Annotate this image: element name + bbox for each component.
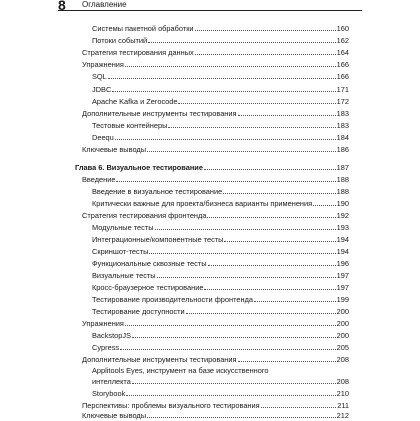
dot-leader bbox=[132, 376, 336, 384]
dot-leader bbox=[178, 96, 335, 104]
toc-entry-label-line1: Applitools Eyes, инструмент на базе искусственного bbox=[92, 366, 269, 375]
toc-entry-label: Модульные тесты bbox=[92, 223, 154, 232]
toc-entry-page: 164 bbox=[336, 48, 349, 57]
toc-entry-label: Введение в визуальное тестирование bbox=[92, 187, 223, 196]
toc-entry-label: Кросс-браузерное тестирование bbox=[92, 283, 204, 292]
toc-entry-page: 210 bbox=[336, 389, 349, 398]
toc-entry-page: 184 bbox=[336, 133, 349, 142]
dot-leader bbox=[204, 282, 335, 290]
toc-entry[interactable] bbox=[92, 84, 349, 95]
toc-entry[interactable] bbox=[92, 186, 349, 197]
toc-entry-label: Системы пакетной обработки bbox=[92, 24, 194, 33]
toc-entry-label: SQL bbox=[92, 72, 107, 81]
toc-entry-page: 196 bbox=[336, 259, 349, 268]
toc-entry-label: Функциональные сквозные тесты bbox=[92, 259, 207, 268]
dot-leader bbox=[149, 246, 335, 254]
toc-entry[interactable] bbox=[92, 120, 349, 131]
toc-entry-label: Дополнительные инструменты тестирования bbox=[82, 109, 237, 118]
toc-entry[interactable] bbox=[92, 270, 349, 281]
toc-entry-label: Тестовые контейнеры bbox=[92, 121, 168, 130]
toc-entry[interactable] bbox=[92, 258, 349, 269]
toc-entry-page: 208 bbox=[336, 377, 349, 386]
toc-entry-page: 190 bbox=[336, 199, 349, 208]
dot-leader bbox=[147, 410, 336, 418]
toc-entry[interactable] bbox=[82, 108, 349, 119]
toc-entry-page: 183 bbox=[336, 109, 349, 118]
toc-entry[interactable] bbox=[92, 96, 349, 107]
toc-entry-label: Ключевые выводы bbox=[82, 145, 147, 154]
toc-entry-label: Тестирование производительности фронтенда bbox=[92, 295, 254, 304]
dot-leader bbox=[112, 84, 335, 92]
toc-entry-label: интеллекта bbox=[92, 377, 131, 386]
toc-entry-label: Упражнения bbox=[82, 319, 124, 328]
dot-leader bbox=[261, 400, 337, 408]
toc-entry-page: 186 bbox=[336, 145, 349, 154]
toc-entry[interactable] bbox=[92, 132, 349, 143]
dot-leader bbox=[147, 144, 336, 152]
dot-leader bbox=[204, 162, 336, 170]
toc-entry-page: 194 bbox=[336, 247, 349, 256]
page-number: 8 bbox=[58, 0, 66, 13]
dot-leader bbox=[125, 59, 336, 67]
toc-entry-page: 197 bbox=[336, 271, 349, 280]
toc-entry-label: Критически важные для проекта/бизнеса варианты применения bbox=[92, 199, 313, 208]
toc-entry[interactable] bbox=[82, 410, 349, 421]
dot-leader bbox=[148, 35, 335, 43]
toc-entry[interactable] bbox=[92, 282, 349, 293]
toc-entry[interactable] bbox=[92, 23, 349, 34]
toc-entry[interactable] bbox=[92, 388, 349, 399]
dot-leader bbox=[207, 210, 335, 218]
toc-entry-label: Введение bbox=[82, 175, 116, 184]
toc-entry-page: 192 bbox=[336, 211, 349, 220]
toc-entry-label: Перспективы: проблемы визуального тестирования bbox=[82, 401, 260, 410]
toc-entry[interactable] bbox=[82, 210, 349, 221]
toc-entry-page: 187 bbox=[336, 163, 349, 172]
toc-entry-label: Storybook bbox=[92, 389, 126, 398]
toc-entry[interactable] bbox=[92, 342, 349, 353]
dot-leader bbox=[116, 174, 335, 182]
toc-entry-page: 199 bbox=[336, 295, 349, 304]
dot-leader bbox=[238, 354, 336, 362]
toc-entry-page: 200 bbox=[336, 331, 349, 340]
toc-entry-label: Скриншот-тесты bbox=[92, 247, 149, 256]
toc-entry[interactable] bbox=[92, 71, 349, 82]
toc-entry[interactable] bbox=[92, 306, 349, 317]
toc-entry-page: 211 bbox=[337, 401, 349, 410]
toc-entry[interactable] bbox=[92, 198, 349, 209]
toc-entry-label: Ключевые выводы bbox=[82, 411, 147, 420]
toc-entry[interactable] bbox=[92, 35, 349, 46]
toc-entry[interactable] bbox=[82, 144, 349, 155]
toc-entry-page: 200 bbox=[336, 319, 349, 328]
dot-leader bbox=[254, 294, 336, 302]
toc-entry-label: Cypress bbox=[92, 343, 120, 352]
toc-entry-label: Упражнения bbox=[82, 60, 124, 69]
toc-entry-page: 208 bbox=[336, 355, 349, 364]
toc-entry-page: 172 bbox=[336, 97, 349, 106]
toc-entry-label: Визуальные тесты bbox=[92, 271, 156, 280]
toc-entry-page: 162 bbox=[336, 36, 349, 45]
dot-leader bbox=[168, 120, 335, 128]
toc-entry[interactable] bbox=[92, 234, 349, 245]
toc-entry-page: 205 bbox=[336, 343, 349, 352]
dot-leader bbox=[224, 234, 335, 242]
toc-entry-page: 188 bbox=[336, 175, 349, 184]
toc-entry-label: Дополнительные инструменты тестирования bbox=[82, 355, 237, 364]
dot-leader bbox=[115, 132, 336, 140]
toc-entry-label: Потоки событий bbox=[92, 36, 148, 45]
toc-entry[interactable] bbox=[82, 318, 349, 329]
dot-leader bbox=[108, 71, 336, 79]
toc-entry-label: Тестирование доступности bbox=[92, 307, 185, 316]
dot-leader bbox=[186, 306, 336, 314]
toc-entry-page: 183 bbox=[336, 121, 349, 130]
running-title: Оглавление bbox=[82, 0, 127, 9]
toc-entry-page: 166 bbox=[336, 72, 349, 81]
toc-entry[interactable] bbox=[92, 246, 349, 257]
dot-leader bbox=[125, 318, 336, 326]
dot-leader bbox=[223, 186, 335, 194]
toc-entry-page: 166 bbox=[336, 60, 349, 69]
toc-entry-page: 160 bbox=[336, 24, 349, 33]
dot-leader bbox=[120, 342, 336, 350]
toc-entry-page: 197 bbox=[336, 283, 349, 292]
toc-entry[interactable] bbox=[82, 59, 349, 70]
toc-entry-page: 188 bbox=[336, 187, 349, 196]
dot-leader bbox=[126, 388, 335, 396]
toc-entry[interactable] bbox=[92, 222, 349, 233]
toc-entry-label: Deequ bbox=[92, 133, 114, 142]
dot-leader bbox=[195, 23, 336, 31]
toc-entry[interactable] bbox=[92, 376, 349, 387]
dot-leader bbox=[195, 47, 336, 55]
dot-leader bbox=[157, 270, 336, 278]
toc-entry-label: Интеграционные/компонентные тесты bbox=[92, 235, 224, 244]
dot-leader bbox=[313, 198, 336, 206]
toc-entry-page: 194 bbox=[336, 235, 349, 244]
toc-entry-page: 212 bbox=[336, 411, 349, 420]
toc-entry-label: Стратегия тестирования данных bbox=[82, 48, 194, 57]
toc-entry-label: BackstopJS bbox=[92, 331, 132, 340]
toc-entry[interactable] bbox=[82, 174, 349, 185]
dot-leader bbox=[155, 222, 336, 230]
toc-entry[interactable] bbox=[92, 330, 349, 341]
toc-entry-page: 193 bbox=[336, 223, 349, 232]
toc-entry[interactable] bbox=[82, 47, 349, 58]
toc-chapter-label: Глава 6. Визуальное тестирование bbox=[75, 163, 203, 172]
toc-entry[interactable] bbox=[82, 354, 349, 365]
toc-chapter-entry[interactable] bbox=[75, 162, 349, 173]
dot-leader bbox=[208, 258, 336, 266]
dot-leader bbox=[132, 330, 336, 338]
dot-leader bbox=[238, 108, 336, 116]
toc-entry-label: Стратегия тестирования фронтенда bbox=[82, 211, 207, 220]
toc-entry-label: Apache Kafka и Zerocode bbox=[92, 97, 178, 106]
toc-entry-page: 171 bbox=[336, 85, 349, 94]
toc-entry-label: JDBC bbox=[92, 85, 112, 94]
toc-entry[interactable] bbox=[92, 294, 349, 305]
toc-entry-page: 200 bbox=[336, 307, 349, 316]
